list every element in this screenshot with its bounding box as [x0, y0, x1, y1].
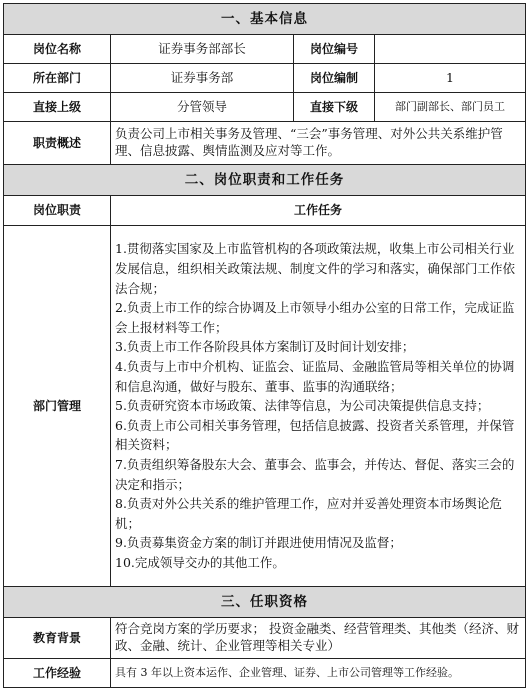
duties-list [111, 226, 526, 587]
label-experience: 工作经验 [4, 659, 111, 688]
row-summary [4, 122, 526, 165]
row-duties [4, 226, 526, 587]
value-position-name: 证券事务部部长 [111, 35, 294, 64]
value-direct-superior: 分管领导 [111, 93, 294, 122]
header-tasks: 工作任务 [111, 196, 526, 226]
label-direct-subordinate: 直接下级 [294, 93, 375, 122]
section-basic-row [4, 4, 526, 35]
job-description-table [3, 3, 526, 688]
label-position-name: 岗位名称 [4, 35, 111, 64]
value-headcount: 1 [375, 64, 526, 93]
label-position-code: 岗位编号 [294, 35, 375, 64]
label-summary: 职责概述 [4, 122, 111, 165]
duty-item: 7.负责组织筹备股东大会、董事会、监事会，并传达、督促、落实三会的决定和指示； [115, 456, 515, 492]
label-direct-superior: 直接上级 [4, 93, 111, 122]
duty-item: 4.负责与上市中介机构、证监会、证监局、金融监管局等相关单位的协调和信息沟通，做好与股东、董事、监事的沟通联络； [115, 359, 515, 394]
row-duty-header [4, 196, 526, 226]
value-direct-subordinate: 部门副部长、部门员工 [375, 93, 526, 122]
section-title-duties: 二、岗位职责和工作任务 [4, 165, 526, 196]
label-education: 教育背景 [4, 618, 111, 659]
value-position-code [375, 35, 526, 64]
duty-item: 2.负责上市工作的综合协调及上市领导小组办公室的日常工作，完成证监会上报材料等工作； [115, 300, 515, 335]
duty-item: 9.负责募集资金方案的制订并跟进使用情况及监督； [115, 535, 402, 551]
duty-item: 8.负责对外公共关系的维护管理工作，应对并妥善处理资本市场舆论危机； [115, 496, 502, 531]
row-department [4, 64, 526, 93]
value-experience: 具有 3 年以上资本运作、企业管理、证券、上市公司管理等工作经验。 [111, 659, 526, 688]
label-department: 所在部门 [4, 64, 111, 93]
value-department: 证券事务部 [111, 64, 294, 93]
duty-item: 10.完成领导交办的其他工作。 [115, 554, 285, 570]
job-description-document [3, 3, 525, 688]
duty-item: 6.负责上市公司相关事务管理，包括信息披露、投资者关系管理，并保管相关资料； [115, 417, 515, 453]
duty-item: 5.负责研究资本市场政策、法律等信息，为公司决策提供信息支持； [115, 398, 490, 414]
duty-item: 1.贯彻落实国家及上市监管机构的各项政策法规，收集上市公司相关行业发展信息，组织相关政策法规、制度文件的学习和落实，确保部门工作依法合规； [115, 241, 516, 296]
value-summary: 负责公司上市相关事务及管理、“三会”事务管理、对外公共关系维护管理、信息披露、舆情监测及应对等工作。 [111, 122, 526, 165]
row-position-name [4, 35, 526, 64]
row-education [4, 618, 526, 659]
header-responsibility: 岗位职责 [4, 196, 111, 226]
section-title-qualifications: 三、任职资格 [4, 587, 526, 618]
section-title-basic: 一、基本信息 [4, 4, 526, 35]
value-education: 符合竞岗方案的学历要求； 投资金融类、经营管理类、其他类（经济、财政、金融、统计、企业管理等相关专业） [111, 618, 526, 659]
duty-item: 3.负责上市工作各阶段具体方案制订及时间计划安排； [115, 339, 415, 355]
label-department-management: 部门管理 [4, 226, 111, 587]
label-headcount: 岗位编制 [294, 64, 375, 93]
row-experience [4, 659, 526, 688]
section-duties-row [4, 165, 526, 196]
row-superior [4, 93, 526, 122]
section-qualifications-row [4, 587, 526, 618]
